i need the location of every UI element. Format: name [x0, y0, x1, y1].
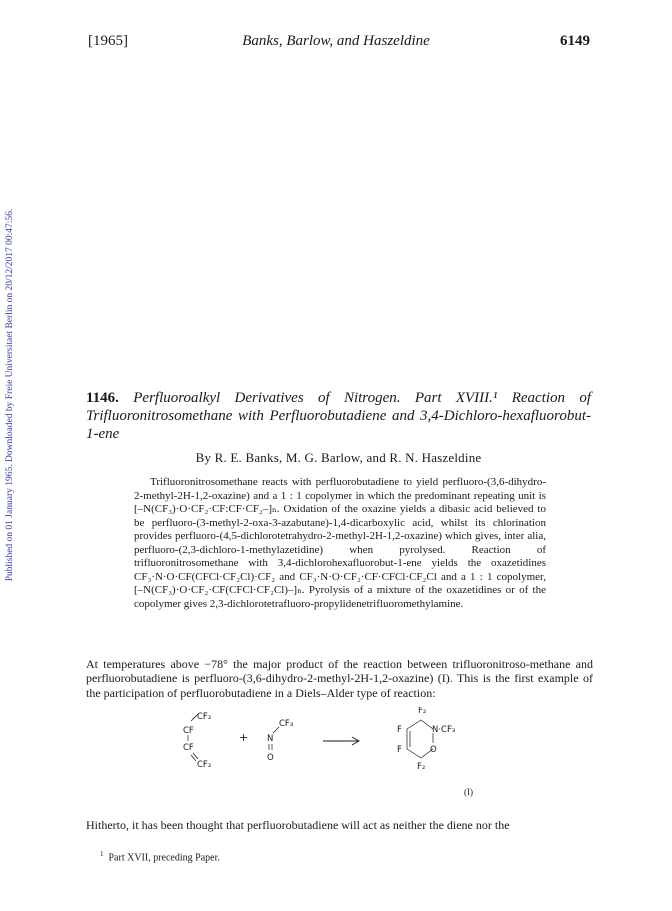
footnote [100, 850, 580, 863]
product-bottom-f2: F₂ [417, 762, 426, 772]
paragraph-text: Hitherto, it has been thought that perfluorobutadiene will act as neither the diene nor the [86, 818, 510, 832]
product-o-atom: O [430, 745, 437, 755]
body-paragraph-2 [86, 818, 593, 832]
diene-c2-group: CF [183, 726, 194, 736]
running-head-authors: Banks, Barlow, and Haszeldine [242, 33, 430, 49]
trifluoronitrosomethane-structure [267, 719, 293, 763]
product-top-f2: F₂ [418, 707, 427, 716]
reaction-arrow [323, 737, 359, 745]
compound-label: (I) [464, 787, 473, 797]
article-title: Perfluoroalkyl Derivatives of Nitrogen. Part XVIII.¹ Reaction of Trifluoronitrosomethane with Perfluorobutadiene and 3,4-Dichloro-hexafluorobut-1-ene [86, 390, 592, 442]
abstract-text: Trifluoronitrosomethane reacts with perfluorobutadiene to yield perfluoro-(3,6-dihydro-2-methyl-2H-1,2-oxazine) and a 1 : 1 copolymer in which the predominant repeating unit is [–N(CF₃)·O·CF₂·CF:CF·CF₂–]ₙ. Oxidation of the oxazine yields a dibasic acid believed to be perfluoro-(3-methyl-2-oxa-3-azabutane)-1,4-dicarboxylic acid, whilst its chlorination provides perfluoro-(4,5-dichlorotetrahydro-2-methyl-2H-1,2-oxazine) which gives, inter alia, perfluoro-(2,3-dichloro-1-methylazetidine) when pyrolysed. Reaction of trifluoronitrosomethane with 3,4-dichlorohexafluorobut-1-ene yields the oxazetidines CF₃·N·O·CF(CFCl·CF₂Cl)·CF₂ and CF₃·N·O·CF₂·CF·CFCl·CF₂Cl and a 1 : 1 copolymer, [–N(CF₃)·O·CF₂·CF(CFCl·CF₂Cl)–]ₙ. Pyrolysis of a mixture of the oxazetidines or of the copolymer gives 2,3-dichlorotetrafluoro-propylidenetrifluoromethylamine. [134, 476, 546, 610]
download-watermark-text[interactable]: Published on 01 January 1965. Downloaded by Freie Universitaet Berlin on 20/12/2017 00:47:56. [5, 208, 15, 582]
nitroso-n-atom: N [267, 734, 274, 744]
reaction-scheme [175, 707, 505, 795]
journal-year: [1965] [88, 33, 128, 49]
product-f-c4: F [397, 725, 402, 735]
abstract [134, 476, 546, 611]
byline: By R. E. Banks, M. G. Barlow, and R. N. Haszeldine [195, 450, 482, 465]
product-n-cf3: N·CF₃ [432, 725, 456, 735]
product-f-c5: F [397, 745, 402, 755]
perfluorobutadiene-structure [183, 712, 211, 770]
diene-c3-group: CF [183, 743, 194, 753]
download-watermark [3, 130, 17, 660]
plus-sign: + [239, 731, 249, 744]
article-title-block [86, 389, 591, 443]
page-number: 6149 [560, 33, 590, 49]
nitroso-o-atom: O [267, 753, 274, 763]
diene-bottom-group: CF₂ [197, 760, 212, 770]
nitroso-cf3-group: CF₃ [279, 719, 294, 729]
article-number: 1146. [86, 390, 119, 406]
footnote-text: Part XVII, preceding Paper. [108, 852, 220, 864]
oxazine-product-structure [397, 707, 455, 772]
paragraph-text: At temperatures above −78° the major product of the reaction between trifluoronitroso-methane and perfluorobutadiene is perfluoro-(3,6-dihydro-2-methyl-2H-1,2-oxazine) (I). This is the first example of the participation of perfluorobutadiene in a Diels–Alder type of reaction: [86, 657, 593, 700]
footnote-marker: 1 [100, 850, 104, 858]
diene-top-group: CF₂ [197, 712, 212, 722]
body-paragraph-1 [86, 657, 593, 700]
